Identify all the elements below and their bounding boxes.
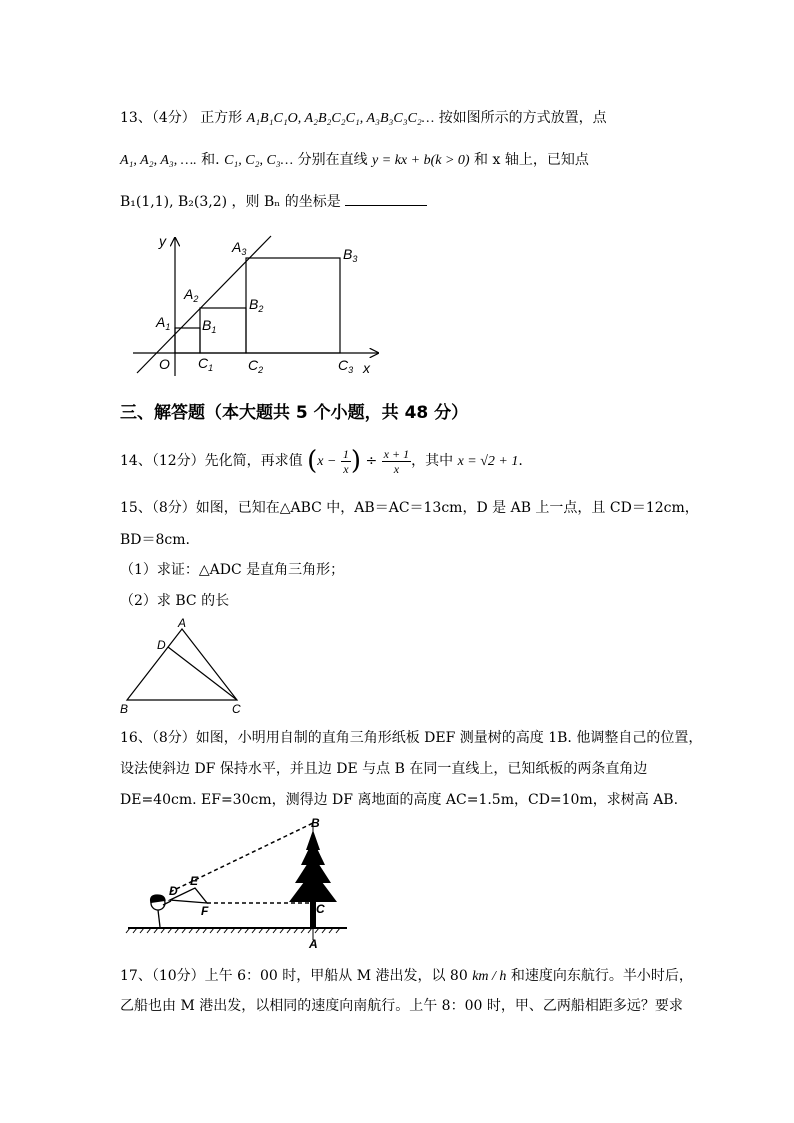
- label-C1: $C_1$: [198, 355, 214, 373]
- q17-text-a: 17、（10分）上午 6：00 时，甲船从 M 港出发，以 80: [120, 968, 468, 984]
- q15-line2: BD＝8cm.: [120, 532, 190, 548]
- q13-points-c: C₁, C₂, C₃…: [224, 153, 294, 168]
- q13-line1: [120, 108, 607, 129]
- label-B: B: [311, 816, 320, 830]
- q13-text-tail: 按如图所示的方式放置，点: [438, 110, 607, 126]
- section-heading: 三、解答题（本大题共 5 个小题，共 48 分）: [120, 403, 469, 423]
- label-A1: $A_1$: [156, 314, 171, 332]
- q17-line1: [120, 966, 693, 987]
- label-x: x: [363, 360, 370, 376]
- label-C3: $C_3$: [338, 357, 354, 375]
- left-paren: (: [307, 446, 318, 476]
- q14-text: 先化简，再求值: [204, 453, 303, 469]
- label-B2: $B_2$: [249, 296, 264, 314]
- q13-line-equation: y = kx + b(k > 0): [372, 153, 470, 168]
- person: [151, 895, 171, 927]
- label-D: D: [169, 884, 178, 898]
- label-C: C: [316, 902, 325, 916]
- q16-line2: 设法使斜边 DF 保持水平，并且边 DE 与点 B 在同一直线上，已知纸板的两条直角边: [120, 761, 648, 777]
- q13-line3: [120, 191, 427, 212]
- triangle-abc: [127, 629, 237, 700]
- q16-line3: DE=40cm. EF=30cm，测得边 DF 离地面的高度 AC=1.5m，CD=10m，求树高 AB.: [120, 792, 679, 808]
- q13-mid: 分别在直线: [297, 152, 368, 168]
- q17-line2: 乙船也由 M 港出发，以相同的速度向南航行。上午 8：00 时，甲、乙两船相距多远？要求: [120, 998, 683, 1014]
- q14-end: .: [518, 453, 523, 469]
- label-B1: $B_1$: [202, 317, 217, 335]
- q13-squares-math: A₁B₁C₁O, A₂B₂C₂C₁, A₃B₃C₃C₂…: [246, 111, 435, 126]
- answer-blank[interactable]: [345, 191, 427, 206]
- q16-tree-figure: [125, 815, 355, 955]
- q14-label: 14、（12分）: [120, 453, 205, 469]
- square-1: [175, 328, 200, 353]
- q14-value: x = √2 + 1: [457, 454, 519, 469]
- q14-line: [120, 446, 523, 476]
- label-D: D: [157, 638, 166, 652]
- q14-div: ÷: [365, 453, 378, 469]
- q14-x-minus: x −: [317, 454, 337, 469]
- label-C: C: [232, 702, 241, 716]
- label-C2: $C_2$: [248, 357, 264, 375]
- q15-part2: （2）求 BC 的长: [120, 593, 230, 609]
- q15-triangle-figure: [115, 617, 255, 717]
- label-E: E: [190, 874, 199, 888]
- q17-text-b: 和速度向东航行。半小时后，: [510, 968, 693, 984]
- label-A: A: [178, 617, 187, 630]
- q13-points-a: A₁, A₂, A₃, ….: [120, 153, 197, 168]
- q13-line2: [120, 150, 589, 171]
- q13-ask: ，则 Bₙ 的坐标是: [231, 194, 341, 210]
- label-F: F: [201, 904, 209, 918]
- right-paren: ): [350, 446, 362, 476]
- q15-line1: 15、（8分）如图，已知在△ABC 中，AB＝AC＝13cm，D 是 AB 上一点，且 CD＝12cm，: [120, 500, 699, 516]
- q16-line1: 16、（8分）如图，小明用自制的直角三角形纸板 DEF 测量树的高度 1B. 他调整自己的位置，: [120, 730, 703, 746]
- q13-known-points: B₁(1,1), B₂(3,2): [120, 194, 228, 210]
- q14-frac2: $\frac{x + 1}{x}$: [383, 446, 410, 476]
- q14-frac1: $\frac{1}{x}$: [342, 446, 349, 476]
- q13-label: 13、（4分）: [120, 110, 196, 126]
- label-A3: $A_3$: [232, 239, 247, 257]
- q14-tail: ，其中: [411, 453, 454, 469]
- label-B: B: [120, 702, 129, 716]
- label-A2: $A_2$: [184, 286, 199, 304]
- q17-unit: km / h: [472, 969, 507, 984]
- label-A: A: [309, 937, 318, 951]
- q15-part1: （1）求证：△ADC 是直角三角形；: [120, 562, 345, 578]
- label-O: O: [159, 356, 170, 372]
- q13-squares-figure: [125, 228, 390, 378]
- q13-text: 正方形: [200, 110, 243, 126]
- q13-and: 和.: [201, 152, 220, 168]
- q13-tail: 和 x 轴上，已知点: [474, 152, 589, 168]
- label-y: y: [159, 233, 166, 249]
- label-B3: $B_3$: [343, 246, 358, 264]
